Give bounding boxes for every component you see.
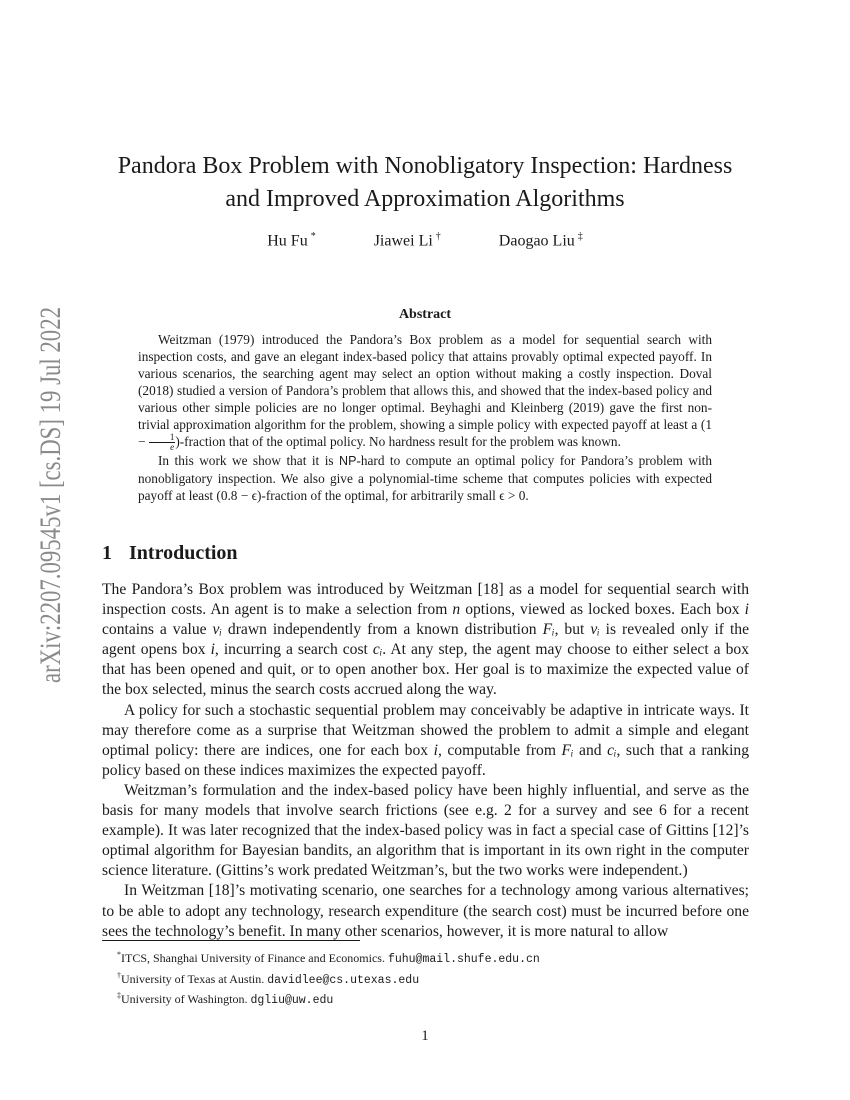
abstract-text: -hard to compute an optimal policy for Pandora’s problem with nonobligatory inspection. We also give a polynomial-time scheme that computes policies with expected payoff at least (0.8 − ϵ)-fraction of the optimal, for arbitrarily small ϵ > 0.: [138, 453, 712, 504]
author: [499, 231, 583, 250]
fraction-numerator: 1: [149, 433, 176, 443]
text: The Pandora’s Box problem was introduced by Weitzman [18] as a model for sequential search with inspection costs. An agent is to make a selection from: [102, 581, 749, 619]
text: , computable from: [437, 741, 556, 759]
paragraph: [102, 701, 749, 781]
text: contains a value: [102, 621, 207, 639]
footnote-mark: †: [117, 970, 121, 980]
title-line-2: and Improved Approximation Algorithms: [225, 186, 625, 212]
math: n: [452, 601, 461, 619]
text: drawn independently from a known distribution: [227, 621, 537, 639]
page-number: 1: [421, 1028, 429, 1044]
footnote-mark: *: [117, 950, 121, 959]
math: i: [433, 741, 438, 759]
author: [374, 231, 441, 250]
author: [267, 231, 315, 250]
author-mark: *: [310, 231, 316, 242]
math: cᵢ: [607, 741, 617, 759]
text: , but: [554, 621, 585, 639]
text: is revealed only if the agent opens box: [102, 621, 750, 659]
math: Fᵢ: [542, 621, 555, 639]
abstract-text: )-fraction that of the optimal policy. No hardness result for the problem was known.: [175, 434, 621, 449]
footnote-rule: [102, 940, 360, 941]
footnotes: [102, 940, 749, 1009]
math: Fᵢ: [561, 741, 574, 759]
text: A policy for such a stochastic sequential problem may conceivably be adaptive in intricate ways. It may therefore come as a surprise that Weitzman showed the problem to admit a simple and elegant optimal policy: there are indices, one for each box: [102, 701, 749, 759]
abstract-text: Weitzman (1979) introduced the Pandora’s Box problem as a model for sequential search with inspection costs, and gave an elegant index-based policy that attains provably optimal expected payoff. In various scenarios, the searching agent may select an option without making a costly inspection. Doval (2018) studied a version of Pandora’s problem that allows this, and showed that the index-based policy and various other simple policies are no longer optimal. Beyhaghi and Kleinberg (2019) gave the first non-trivial approximation algorithm for the problem, showing a simple policy with expected payoff at least a (1 −: [138, 332, 712, 449]
text: . At any step, the agent may choose to either select a box that has been opened and quit, or to open another box. Her goal is to maximize the expected value of the box selected, minus the search costs accrued along the way.: [102, 641, 749, 699]
footnote-mark: ‡: [117, 991, 121, 1000]
email-link[interactable]: fuhu@mail.shufe.edu.cn: [387, 953, 540, 966]
fraction: [149, 433, 176, 452]
title-line-1: Pandora Box Problem with Nonobligatory Inspection: Hardness: [117, 153, 733, 179]
text: , such that a ranking policy based on these indices maximizes the expected payoff.: [102, 741, 749, 779]
text: options, viewed as locked boxes. Each box: [465, 601, 740, 619]
arxiv-stamp-svg: [20, 305, 70, 683]
arxiv-side-stamp: [20, 305, 70, 683]
footnote: [102, 988, 749, 1009]
section-number: 1: [102, 542, 112, 564]
abstract-body: [138, 331, 712, 504]
math: cᵢ: [372, 641, 383, 659]
math: vᵢ: [212, 621, 222, 639]
author-name: Hu Fu: [267, 232, 308, 250]
footnote-text: University of Washington.: [121, 992, 248, 1006]
body-text: [102, 580, 749, 942]
abstract-paragraph: [138, 452, 712, 504]
math: i: [210, 641, 215, 659]
complexity-class: NP: [339, 454, 357, 469]
abstract-heading: Abstract: [398, 307, 452, 322]
fraction-denominator: e: [170, 442, 175, 453]
author-name: Jiawei Li: [373, 232, 433, 250]
paragraph: In Weitzman [18]’s motivating scenario, one searches for a technology among various alternatives; to be able to adopt any technology, research expenditure (the search cost) must be incurred before one sees the technology’s benefit. In many other scenarios, however, it is more natural to allow: [102, 882, 749, 940]
email-link[interactable]: davidlee@cs.utexas.edu: [267, 973, 420, 987]
author-name: Daogao Liu: [498, 232, 575, 250]
footnote-text: University of Texas at Austin.: [121, 971, 265, 986]
arxiv-stamp-text: arXiv:2207.09545v1 [cs.DS] 19 Jul 2022: [34, 305, 67, 683]
abstract-text: In this work we show that it is: [158, 453, 334, 469]
abstract-paragraph: [138, 331, 712, 452]
author-list: [100, 231, 750, 250]
paragraph: [102, 580, 749, 701]
author-mark: ‡: [577, 231, 583, 242]
paper-title: [100, 150, 750, 216]
email-link[interactable]: dgliu@uw.edu: [250, 994, 334, 1007]
text: , incurring a search cost: [214, 641, 368, 659]
paragraph: Weitzman’s formulation and the index-based policy have been highly influential, and serve as the basis for many models that involve search frictions (see e.g. 2 for a survey and see 6 for a recent example). It was later recognized that the index-based policy was in fact a special case of Gittins [12]’s optimal algorithm for Bayesian bandits, an algorithm that is important in its own right in the computer science literature. (Gittins’s work predated Weitzman’s, but the two works were independent.): [102, 781, 749, 880]
footnote: [102, 968, 749, 989]
math: i: [744, 601, 749, 619]
math: vᵢ: [590, 621, 600, 639]
footnote-text: ITCS, Shanghai University of Finance and Economics.: [121, 951, 385, 965]
section-heading: [102, 542, 238, 565]
section-title: Introduction: [129, 542, 238, 564]
author-mark: †: [435, 231, 441, 242]
text: and: [579, 741, 602, 759]
footnote: [102, 947, 749, 968]
